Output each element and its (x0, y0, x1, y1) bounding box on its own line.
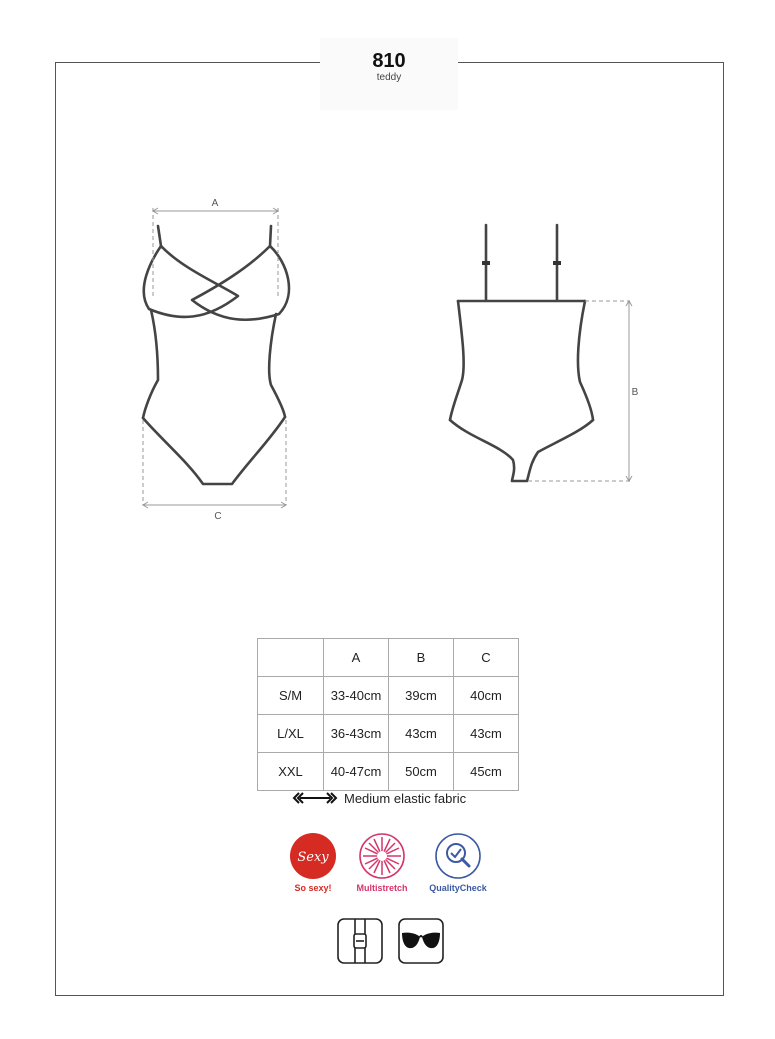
table-cell: 33-40cm (324, 677, 389, 715)
table-cell: 43cm (389, 715, 454, 753)
table-header-cell: C (454, 639, 519, 677)
back-view-sketch (450, 225, 593, 481)
badge-multistretch (347, 832, 417, 893)
table-cell: 39cm (389, 677, 454, 715)
table-row (258, 677, 519, 715)
product-type: teddy (376, 72, 402, 83)
badge-label: So sexy! (294, 883, 332, 893)
table-header-cell (258, 639, 324, 677)
multistretch-icon (358, 832, 406, 880)
size-table (257, 638, 519, 791)
badge-quality-check (423, 832, 493, 893)
front-closure-icon (337, 918, 383, 969)
svg-text:Sexy: Sexy (297, 850, 329, 865)
double-arrow-icon (292, 791, 338, 805)
size-cell: XXL (258, 753, 324, 791)
badge-label: Multistretch (356, 883, 408, 893)
padded-cups-icon (398, 918, 444, 969)
size-cell: S/M (258, 677, 324, 715)
badge-label: QualityCheck (429, 883, 487, 893)
table-cell: 50cm (389, 753, 454, 791)
fabric-label: Medium elastic fabric (344, 790, 467, 806)
quality-check-icon (434, 832, 482, 880)
table-row (258, 753, 519, 791)
size-cell: L/XL (258, 715, 324, 753)
table-row (258, 715, 519, 753)
table-cell: 45cm (454, 753, 519, 791)
table-cell: 40cm (454, 677, 519, 715)
dimension-c (143, 420, 286, 508)
table-cell: 36-43cm (324, 715, 389, 753)
table-cell: 43cm (454, 715, 519, 753)
front-view-sketch (143, 226, 289, 484)
table-header-row (258, 639, 519, 677)
table-header-cell: A (324, 639, 389, 677)
table-cell: 40-47cm (324, 753, 389, 791)
badge-sexy (287, 832, 339, 893)
strap-sliders (482, 261, 561, 265)
table-header-cell: B (389, 639, 454, 677)
sexy-icon (289, 832, 337, 880)
dimension-a-label: A (211, 198, 219, 209)
fabric-info (292, 789, 466, 807)
dimension-b-label: B (631, 387, 639, 398)
model-number: 810 (372, 50, 406, 72)
dimension-c-label: C (214, 511, 222, 522)
